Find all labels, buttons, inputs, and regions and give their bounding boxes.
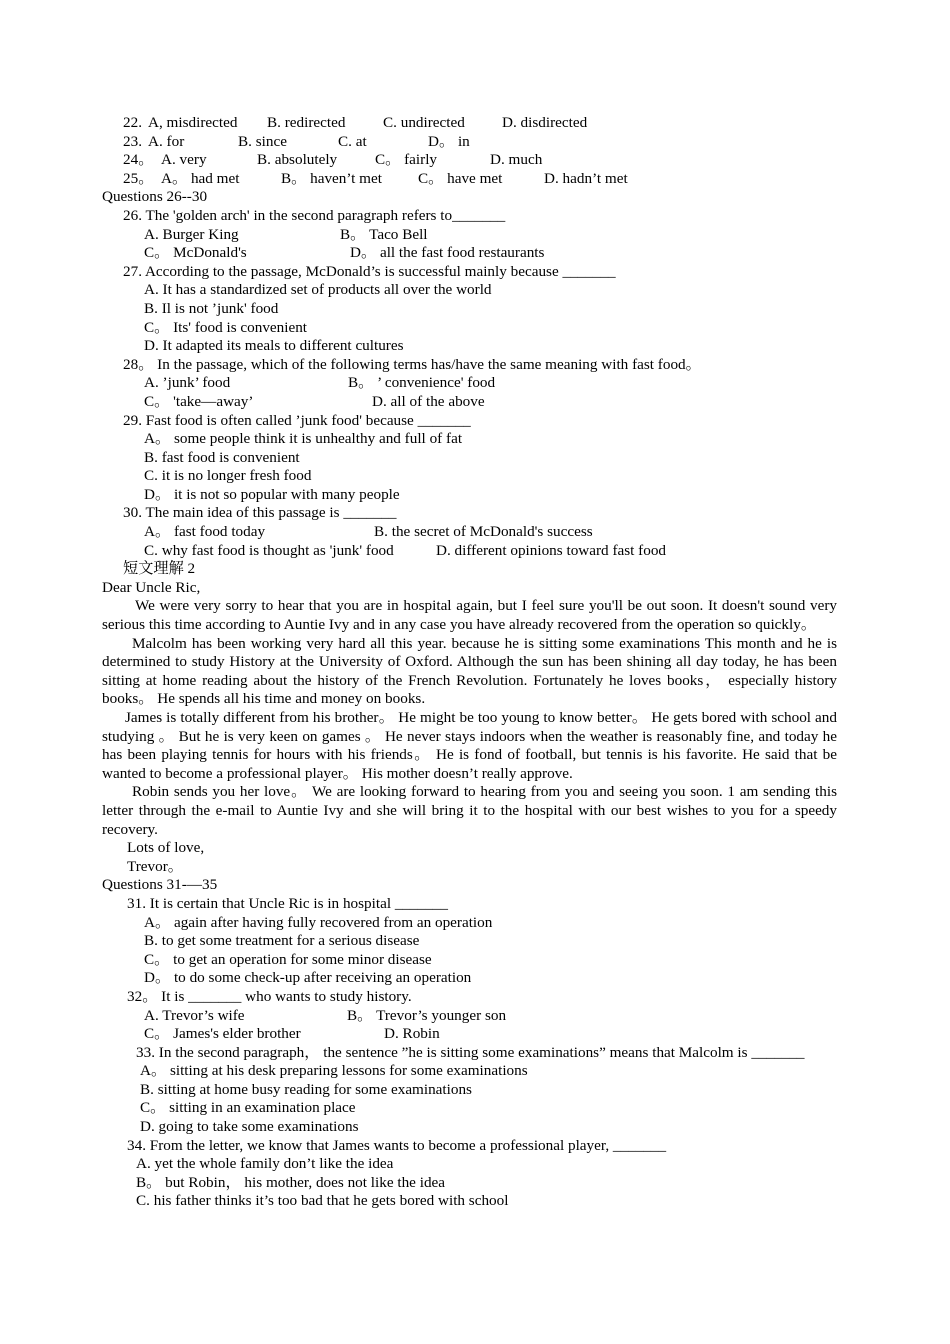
- option-a: A. for: [148, 132, 185, 150]
- option-b: B. since: [238, 132, 287, 150]
- question-30-options-ab: [0, 523, 950, 542]
- option-d: D. disdirected: [502, 114, 588, 131]
- question-number: 25。: [123, 169, 154, 187]
- option-c: C. why fast food is thought as 'junk' food: [144, 541, 394, 559]
- option-c: C。 have met: [418, 169, 503, 187]
- option-b: B。 Trevor’s younger son: [347, 1006, 507, 1024]
- option-a: A, misdirected: [148, 114, 238, 131]
- letter-paragraph-1: We were very sorry to hear that you are in hospital again, but I feel sure you'll be out soon. It doesn't sound very serious this time according to Auntie Ivy and in any case you have already recovered from the operation so quickly。: [102, 597, 837, 634]
- section-heading: Questions 26--30: [102, 188, 208, 206]
- option-a: A。 again after having fully recovered from an operation: [144, 913, 493, 931]
- option-d: D。 all the fast food restaurants: [350, 244, 545, 262]
- option-b: B. to get some treatment for a serious disease: [144, 932, 420, 950]
- question-22: [0, 114, 950, 133]
- section-title: 短文理解 2: [123, 560, 196, 578]
- question-32-options-ab: [0, 1007, 950, 1026]
- option-b: B. absolutely: [257, 151, 338, 169]
- question-number: 22.: [123, 114, 142, 131]
- option-c: C. undirected: [383, 114, 465, 131]
- option-d: D. Robin: [384, 1025, 440, 1043]
- option-b: B. Il is not ’junk' food: [144, 299, 279, 317]
- question-27-stem: 27. According to the passage, McDonald’s is successful mainly because _______: [123, 262, 616, 280]
- option-d: D. going to take some examinations: [140, 1118, 359, 1136]
- question-24: [0, 151, 950, 170]
- option-b: B。 Taco Bell: [340, 225, 428, 243]
- option-c: C。 'take—away’: [144, 392, 254, 410]
- option-b: B。 but Robin， his mother, does not like the idea: [136, 1173, 446, 1191]
- letter-paragraph-2: Malcolm has been working very hard all this year. because he is sitting some examinations This month and he is determined to study History at the University of Oxford. Although the sun has been shining all day today, he has been sitting at home reading about the history of the French Revolution. Fortunately he loves books， especially history books。 He spends all his time and money on books.: [102, 634, 837, 708]
- option-b: B. fast food is convenient: [144, 448, 300, 466]
- question-33-stem: 33. In the second paragraph， the sentence ”he is sitting some examinations” means that Malcolm is _______: [136, 1043, 805, 1061]
- question-31-stem: 31. It is certain that Uncle Ric is in hospital _______: [127, 894, 448, 912]
- question-28-options-cd: [0, 393, 950, 412]
- option-b: B. the secret of McDonald's success: [374, 523, 593, 541]
- option-b: B。 ’ convenience' food: [348, 374, 496, 392]
- letter-paragraph-4: Robin sends you her love。 We are looking forward to hearing from you and seeing you soon. 1 am sending this letter through the e-mail to Auntie Ivy and she will bring it to the hospital with our best wishes to you for a speedy recovery.: [102, 783, 837, 838]
- option-a: A。 sitting at his desk preparing lessons for some examinations: [140, 1062, 528, 1080]
- letter-closing: Lots of love,: [127, 839, 205, 857]
- option-c: C。 sitting in an examination place: [140, 1099, 356, 1117]
- option-c: C。 McDonald's: [144, 244, 247, 262]
- option-a: A。 fast food today: [144, 523, 266, 541]
- option-c: C. at: [338, 132, 367, 150]
- option-c: C. it is no longer fresh food: [144, 467, 312, 485]
- option-a: A. Burger King: [144, 225, 239, 243]
- letter-paragraph-3: James is totally different from his brother。 He might be too young to know better。 He gets bored with school and studying 。 But he is very keen on games 。 He never stays indoors when the weather is reasonably fine, and today he has been playing tennis for hours with his friends。 He is fond of football, but tennis is his favorite. He said that be wanted to become a professional player。 His mother doesn’t really approve.: [102, 709, 837, 782]
- letter-signature: Trevor。: [127, 857, 183, 875]
- option-d: D. hadn’t met: [544, 169, 628, 187]
- question-30-stem: 30. The main idea of this passage is _______: [123, 504, 397, 522]
- question-number: 24。: [123, 151, 154, 169]
- option-a: A。 some people think it is unhealthy and full of fat: [144, 430, 463, 448]
- question-32-options-cd: [0, 1025, 950, 1044]
- option-c: C。 fairly: [375, 151, 438, 169]
- option-a: A. yet the whole family don’t like the idea: [136, 1155, 394, 1173]
- letter-greeting: Dear Uncle Ric,: [102, 578, 201, 596]
- question-32-stem: 32。 It is _______ who wants to study history.: [127, 987, 412, 1005]
- question-28-options-ab: [0, 374, 950, 393]
- option-a: A. It has a standardized set of products all over the world: [144, 281, 492, 299]
- question-26-stem: 26. The 'golden arch' in the second paragraph refers to_______: [123, 206, 506, 224]
- option-c: C。 Its' food is convenient: [144, 318, 308, 336]
- option-b: B. redirected: [267, 114, 346, 131]
- option-a: A. Trevor’s wife: [144, 1006, 245, 1024]
- question-26-options-cd: [0, 244, 950, 263]
- option-c: C. his father thinks it’s too bad that he gets bored with school: [136, 1192, 509, 1210]
- section-heading: Questions 31-—35: [102, 876, 218, 894]
- option-d: D. It adapted its meals to different cultures: [144, 337, 404, 355]
- option-a: A. ’junk’ food: [144, 374, 231, 392]
- option-d: D. different opinions toward fast food: [436, 541, 667, 559]
- question-26-options-ab: [0, 226, 950, 245]
- option-a: A。 had met: [161, 169, 240, 187]
- option-b: B. sitting at home busy reading for some examinations: [140, 1080, 472, 1098]
- option-d: D. much: [490, 151, 543, 169]
- option-d: D。 in: [428, 132, 470, 150]
- question-30-options-cd: [0, 542, 950, 561]
- question-25: [0, 170, 950, 189]
- question-number: 23.: [123, 132, 142, 150]
- question-29-stem: 29. Fast food is often called ’junk food' because _______: [123, 411, 471, 429]
- option-d: D。 it is not so popular with many people: [144, 485, 400, 503]
- option-c: C。 to get an operation for some minor disease: [144, 950, 432, 968]
- option-d: D。 to do some check-up after receiving an operation: [144, 969, 472, 987]
- option-d: D. all of the above: [372, 392, 485, 410]
- question-28-stem: 28。 In the passage, which of the following terms has/have the same meaning with fast food。: [123, 355, 701, 373]
- document-page: [0, 114, 950, 1211]
- question-23: [0, 133, 950, 152]
- option-a: A. very: [161, 151, 207, 169]
- question-34-stem: 34. From the letter, we know that James wants to become a professional player, _______: [127, 1136, 667, 1154]
- option-c: C。 James's elder brother: [144, 1025, 301, 1043]
- option-b: B。 haven’t met: [281, 169, 382, 187]
